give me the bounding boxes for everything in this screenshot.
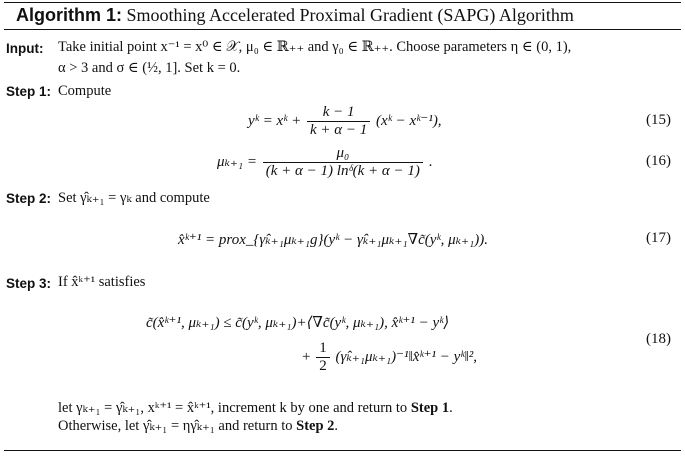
eq17-number: (17) xyxy=(646,230,671,246)
input-line-1: Take initial point x⁻¹ = x⁰ ∈ 𝒳, μ₀ ∈ ℝ₊₊ and γ₀ ∈ ℝ₊₊. Choose parameters η ∈ (0, 1), xyxy=(58,39,572,55)
input-line-2: α > 3 and σ ∈ (½, 1]. Set k = 0. xyxy=(58,60,241,76)
eq16-number: (16) xyxy=(646,153,671,169)
eq15-fraction xyxy=(307,104,370,140)
eq15-lhs: yᵏ = xᵏ + xyxy=(248,113,302,130)
eq16-lhs: μₖ₊₁ = xyxy=(217,154,258,171)
eq18-line2-body: (γ̂ₖ₊₁μₖ₊₁)⁻¹‖x̂ᵏ⁺¹ − yᵏ‖², xyxy=(335,349,477,366)
eq16-numerator: μ₀ xyxy=(263,145,423,163)
then-text: let γₖ₊₁ = γ̂ₖ₊₁, xᵏ⁺¹ = x̂ᵏ⁺¹, increment k by one and return to xyxy=(58,400,411,416)
step2-text: Set γ̂ₖ₊₁ = γₖ and compute xyxy=(58,190,210,206)
eq18-half-fraction xyxy=(316,340,330,376)
else-step-ref: Step 2 xyxy=(296,418,335,434)
eq16-denominator: (k + α − 1) lnᵟ(k + α − 1) xyxy=(265,163,420,180)
equation-17: x̂ᵏ⁺¹ = prox_{γ̂ₖ₊₁μₖ₊₁g}(yᵏ − γ̂ₖ₊₁μₖ₊₁∇c̃(yᵏ, μₖ₊₁)). xyxy=(178,232,489,248)
equation-16 xyxy=(217,145,432,181)
eq16-tail: . xyxy=(428,154,433,171)
equation-18-line-2 xyxy=(302,340,477,376)
eq18-number: (18) xyxy=(646,331,671,347)
eq18-half-numerator: 1 xyxy=(316,340,330,358)
eq18-plus: + xyxy=(302,349,311,366)
else-text: Otherwise, let γ̂ₖ₊₁ = ηγ̂ₖ₊₁ and return to xyxy=(58,418,297,434)
algorithm-title xyxy=(16,5,574,26)
algorithm-name: Smoothing Accelerated Proximal Gradient (SAPG) Algorithm xyxy=(126,5,574,25)
else-end: . xyxy=(334,418,339,434)
step3-then-line xyxy=(58,400,453,417)
step2-label: Step 2: xyxy=(6,191,52,206)
eq15-number: (15) xyxy=(646,112,671,128)
title-rule xyxy=(4,29,681,30)
step3-text: If x̂ᵏ⁺¹ satisfies xyxy=(58,274,146,290)
step1-label: Step 1: xyxy=(6,84,52,99)
eq18-half-denominator: 2 xyxy=(319,358,327,375)
then-end: . xyxy=(449,400,453,416)
then-step-ref: Step 1 xyxy=(410,400,450,416)
equation-18-line-1: c̃(x̂ᵏ⁺¹, μₖ₊₁) ≤ c̃(yᵏ, μₖ₊₁)+⟨∇c̃(yᵏ, μₖ₊₁), x̂ᵏ⁺¹ − yᵏ⟩ xyxy=(146,315,450,331)
top-rule xyxy=(4,2,681,3)
input-label: Input: xyxy=(6,41,44,56)
step3-label: Step 3: xyxy=(6,276,52,291)
bottom-rule xyxy=(4,450,681,451)
eq16-fraction xyxy=(263,145,423,181)
algorithm-label: Algorithm 1: xyxy=(16,5,122,25)
eq15-denominator: k + α − 1 xyxy=(310,122,368,139)
eq15-numerator: k − 1 xyxy=(307,104,370,122)
step1-text: Compute xyxy=(58,83,112,99)
eq15-rhs: (xᵏ − xᵏ⁻¹), xyxy=(376,113,442,130)
equation-15 xyxy=(248,104,442,140)
step3-else-line xyxy=(58,418,338,435)
